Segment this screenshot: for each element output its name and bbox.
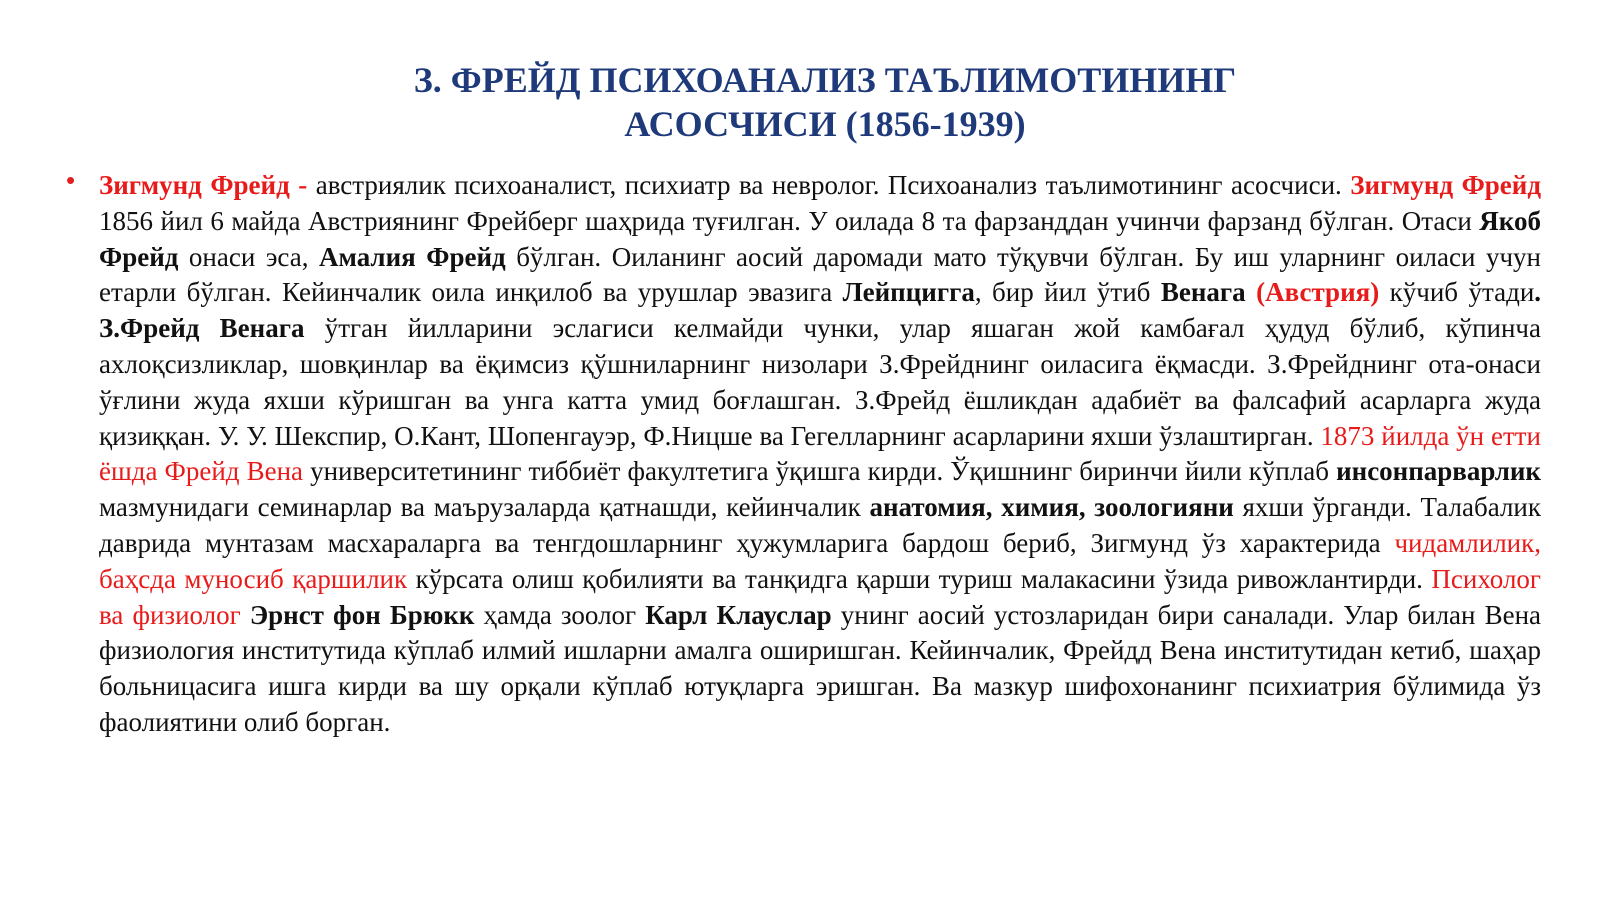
text-run: австриялик психоаналист, психиатр ва невролог. Психоанализ таълимотининг асосчиси. xyxy=(315,170,1351,200)
text-run: ўтган йилларини эслагиси келмайди чунки, улар яшаган жой камбағал ҳудуд бўлиб, кўпинча ахлоқсизликлар, шовқинлар ва ёқимсиз қўшниларнинг низолари З.Фрейднинг оиласига ёқмасди. З.Фрейднинг ота-онаси ўғлини жуда яхши кўришган ва унга катта умид боғлашган. З.Фрейд ёшликдан адабиёт ва фалсафий асарларга жуда қизиққан. У. У. Шекспир, О.Кант, Шопенгауэр, Ф.Ницше ва Гегелларнинг асарларини яхши ўзлаштирган. xyxy=(99,313,1541,451)
text-run: кўчиб ўтади xyxy=(1379,277,1535,308)
freud-vienna: . З.Фрейд Венага xyxy=(99,277,1542,344)
text-run: кўрсата олиш қобилияти ва танқидга қарши туриш малакасини ўзида ривожлантирди. xyxy=(407,563,1432,594)
university-entry-1873: 1873 йилда ўн етти ёшда Фрейд Вена xyxy=(99,420,1541,487)
slide-title xyxy=(0,58,1600,146)
text-run: университетининг тиббиёт факултетига ўқишга кирди. Ўқишнинг биринчи йили кўплаб xyxy=(303,456,1337,487)
text-run: ҳамда зоолог xyxy=(474,599,646,630)
place-vienna: Венага xyxy=(1160,277,1246,308)
name-freud-2: Зигмунд Фрейд xyxy=(1350,170,1542,200)
text-run: 1856 йил 6 майда Австриянинг Фрейберг шаҳрида туғилган. У оилада 8 та фарзанддан учинчи фарзанд бўлган. Отаси xyxy=(99,205,1480,236)
mentor-brucke: Эрнст фон Брюкк xyxy=(249,599,475,630)
subjects-studied: анатомия, химия, зоологияни xyxy=(869,492,1234,523)
place-austria: (Австрия) xyxy=(1245,277,1380,308)
name-amalia-freud: Амалия Фрейд xyxy=(318,241,506,272)
body-paragraph xyxy=(99,168,1541,741)
text-run: бўлган. Оиланинг аосий даромади мато тўқувчи бўлган. Бу иш уларнинг оиласи учун етарли бўлган. Кейинчалик оила инқилоб ва урушлар эвазига xyxy=(99,241,1541,308)
title-line-2: АСОСЧИСИ (1856-1939) xyxy=(624,104,1026,144)
place-leipzig: Лейпцигга xyxy=(842,277,975,308)
character-traits: чидамлилик, баҳсда муносиб қаршилик xyxy=(99,527,1541,594)
text-run: яхши ўрганди. Талабалик даврида мунтазам масхараларга ва тенгдошларнинг ҳужумларига бардош бериб, Зигмунд ўз характерида xyxy=(99,492,1541,558)
mentor-claus: Карл Клауслар xyxy=(645,599,832,630)
text-run: мазмунидаги семинарлар ва маърузаларда қатнашди, кейинчалик xyxy=(99,492,870,523)
title-line-1: З. ФРЕЙД ПСИХОАНАЛИЗ ТАЪЛИМОТИНИНГ xyxy=(413,60,1237,100)
mentor-role: Психолог ва физиолог xyxy=(99,563,1542,630)
text-run: , бир йил ўтиб xyxy=(974,277,1161,308)
text-run xyxy=(241,600,250,630)
text-run: онаси эса, xyxy=(178,241,319,272)
name-freud: Зигмунд Фрейд - xyxy=(99,170,316,200)
term-humanism: инсонпарварлик xyxy=(1336,456,1541,487)
bullet-dot-icon: • xyxy=(66,165,76,195)
text-run: унинг аосий устозларидан бири саналади. Улар билан Вена физиология институтида кўплаб илмий ишларни амалга оширишган. Кейинчалик, Фрейдд Вена институтидан кетиб, шаҳар больницасига ишга кирди ва шу орқали кўплаб ютуқларга эришган. Ва мазкур шифохонанинг психиатрия бўлимида ўз фаолиятини олиб борган. xyxy=(99,599,1541,737)
name-jakob-freud: Якоб Фрейд xyxy=(99,205,1541,272)
